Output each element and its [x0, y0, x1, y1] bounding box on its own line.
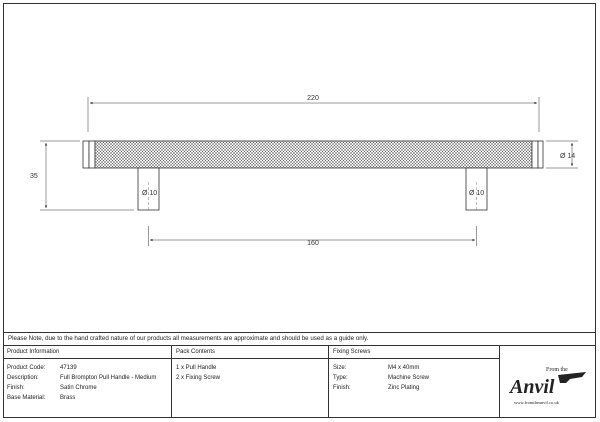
- height-label: 35: [30, 173, 38, 180]
- screw-size-value: M4 x 40mm: [388, 365, 420, 371]
- fixing-screws-heading: Fixing Screws: [329, 346, 499, 359]
- overall-length-label: 220: [307, 95, 319, 102]
- overall-length-dimension: [88, 95, 539, 132]
- fixing-screws-column: [329, 346, 500, 418]
- product-information-heading: Product Information: [3, 346, 171, 359]
- screw-type-value: Machine Screw: [388, 375, 430, 381]
- screw-finish-row: Finish: Zinc Plating: [333, 385, 420, 391]
- screw-type-row: Type: Machine Screw: [333, 375, 430, 381]
- bar-diameter-dimension: [546, 141, 578, 168]
- right-end-ring: [532, 141, 538, 168]
- description-row: Description: Full Brompton Pull Handle - Medium: [7, 375, 157, 381]
- anvil-icon: [558, 372, 586, 383]
- bar-diameter-label: Ø 14: [560, 153, 576, 160]
- pack-contents-heading: Pack Contents: [172, 346, 328, 359]
- pack-item: 2 x Fixing Screw: [176, 375, 221, 381]
- product-information-column: [3, 346, 172, 418]
- logo-from-the: From the: [546, 367, 568, 373]
- finish-value: Satin Chrome: [60, 385, 97, 391]
- left-leg-diameter-label: Ø 10: [142, 190, 158, 197]
- base-material-value: Brass: [60, 395, 76, 401]
- from-the-anvil-logo: [500, 346, 596, 418]
- measurement-note: Please Note, due to the hand crafted nature of our products all measurements are approximate and should be used as a guide only.: [3, 332, 596, 346]
- left-end-ring: [89, 141, 95, 168]
- description-value: Full Brompton Pull Handle - Medium: [60, 375, 157, 381]
- finish-row: Finish: Satin Chrome: [7, 385, 97, 391]
- screw-size-row: Size: M4 x 40mm: [333, 365, 420, 371]
- centres-label: 160: [307, 240, 319, 247]
- logo-url: www.fromtheanvil.co.uk: [514, 400, 559, 405]
- product-code-value: 47139: [60, 365, 77, 371]
- right-leg-diameter-label: Ø 10: [469, 190, 485, 197]
- centres-dimension: [149, 226, 477, 247]
- pack-contents-column: [172, 346, 329, 418]
- left-end-cap: [83, 141, 89, 168]
- logo-brand: Anvil: [510, 376, 555, 398]
- knurled-bar: [95, 141, 532, 168]
- base-material-row: Base Material: Brass: [7, 395, 76, 401]
- screw-finish-value: Zinc Plating: [388, 385, 420, 391]
- pack-item: 1 x Pull Handle: [176, 365, 217, 371]
- handle-bar: [83, 141, 543, 168]
- right-end-cap: [538, 141, 543, 168]
- product-code-row: Product Code: 47139: [7, 365, 77, 371]
